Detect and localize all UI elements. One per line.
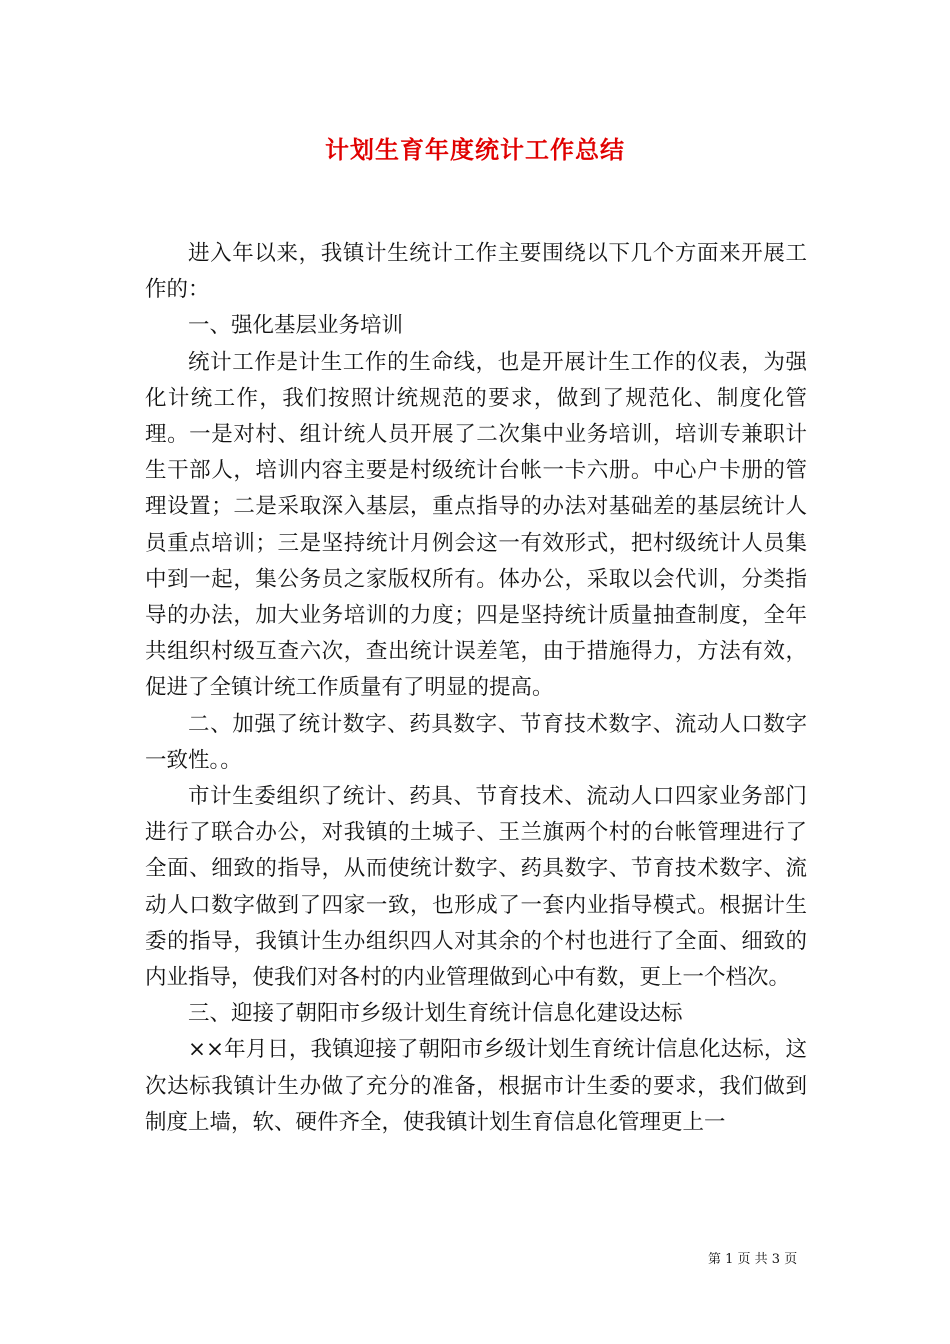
paragraph-section-3: ××年月日，我镇迎接了朝阳市乡级计划生育统计信息化达标，这次达标我镇计生办做了充分的准备，根据市计生委的要求，我们做到制度上墙，软、硬件齐全，使我镇计划生育信息化管理更上一 — [145, 1037, 807, 1135]
document-title: 计划生育年度统计工作总结 — [325, 135, 625, 164]
paragraph-section-1: 统计工作是计生工作的生命线，也是开展计生工作的仪表，为强化计统工作，我们按照计统规范的要求，做到了规范化、制度化管理。一是对村、组计统人员开展了二次集中业务培训，培训专兼职计生干部人，培训内容主要是村级统计台帐一卡六册。中心户卡册的管理设置；二是采取深入基层，重点指导的办法对基础差的基层统计人员重点培训；三是坚持统计月例会这一有效形式，把村级统计人员集中到一起，集公务员之家版权所有。体办公，采取以会代训，分类指导的办法，加大业务培训的力度；四是坚持统计质量抽查制度，全年共组织村级互查六次，查出统计误差笔，由于措施得力，方法有效，促进了全镇计统工作质量有了明显的提高。 — [145, 349, 807, 701]
paragraph-intro: 进入年以来，我镇计生统计工作主要围绕以下几个方面来开展工作的： — [145, 241, 807, 303]
section-heading-1: 一、强化基层业务培训 — [188, 313, 404, 339]
section-heading-2: 二、加强了统计数字、药具数字、节育技术数字、流动人口数字一致性。。 — [145, 711, 807, 773]
page-number: 第 1 页 共 3 页 — [708, 1252, 798, 1267]
paragraph-section-2: 市计生委组织了统计、药具、节育技术、流动人口四家业务部门进行了联合办公，对我镇的土城子、王兰旗两个村的台帐管理进行了全面、细致的指导，从而使统计数字、药具数字、节育技术数字、流动人口数字做到了四家一致，也形成了一套内业指导模式。根据计生委的指导，我镇计生办组织四人对其余的个村也进行了全面、细致的内业指导，使我们对各村的内业管理做到心中有数，更上一个档次。 — [145, 784, 807, 991]
section-heading-3: 三、迎接了朝阳市乡级计划生育统计信息化建设达标 — [188, 1001, 683, 1027]
document-body — [145, 236, 807, 1141]
